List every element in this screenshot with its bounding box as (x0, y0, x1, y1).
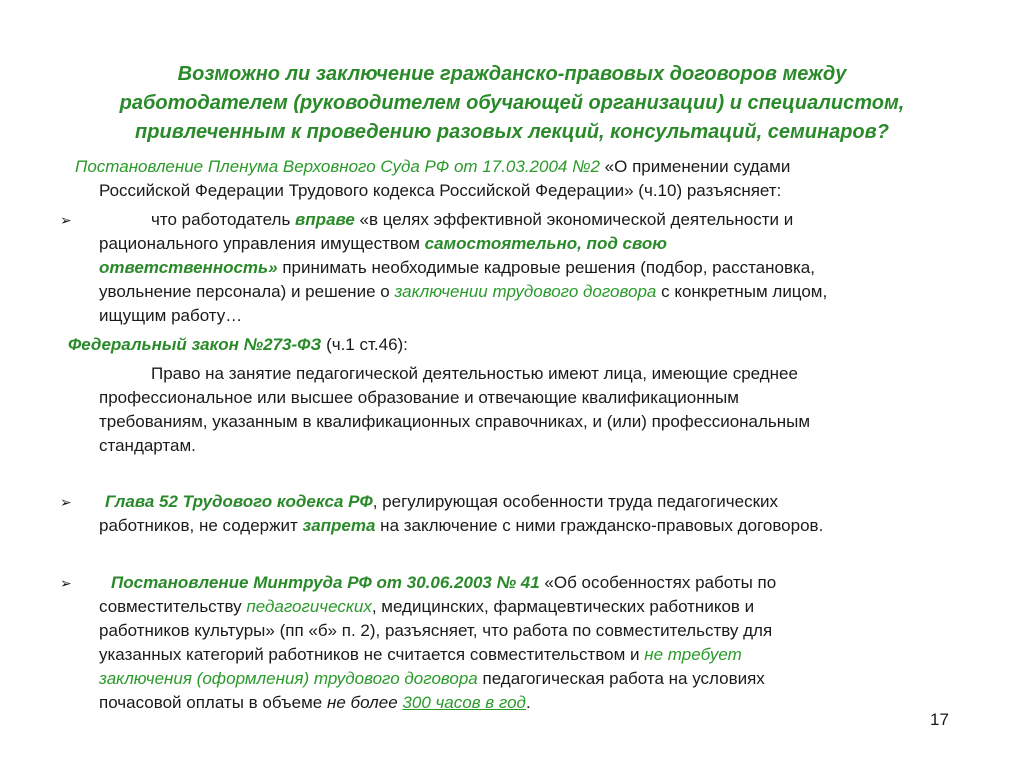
b2-ban: запрета (302, 516, 376, 535)
b1-self-b: ответственность» (99, 258, 278, 277)
b2-t1: , регулирующая особенности труда педагогических (372, 492, 779, 511)
b1-t5: увольнение персонала) и решение о (99, 282, 395, 301)
b3-300-hours: 300 часов в год (402, 693, 526, 712)
b3-t3: , медицинских, фармацевтических работников и (371, 597, 755, 616)
page-number: 17 (930, 710, 949, 729)
b3-pedagogical: педагогических (246, 597, 372, 616)
title-line-3: привлеченным к проведению разовых лекций, консультаций, семинаров? (135, 121, 889, 143)
b1-t4: принимать необходимые кадровые решения (подбор, расстановка, (277, 258, 815, 277)
b3-not-more: не более (326, 693, 398, 712)
b1-self-a: самостоятельно, под свою (424, 234, 667, 253)
b3-t9: . (525, 693, 531, 712)
resolution-name: Постановление Пленума Верховного Суда РФ от 17.03.2004 №2 (75, 157, 600, 176)
b3-t7: почасовой оплаты в объеме (99, 693, 327, 712)
slide-title (40, 60, 984, 147)
b3-t6: педагогическая работа на условиях (477, 669, 765, 688)
bullet-marker-1: ➢ (60, 212, 72, 228)
federal-law-line (68, 333, 968, 357)
b1-t7: ищущим работу… (99, 306, 243, 325)
b2-t2: работников, не содержит (99, 516, 303, 535)
resolution-text-2: Российской Федерации Трудового кодекса Российской Федерации» (ч.10) разъясняет: (99, 181, 782, 200)
federal-law-ref: (ч.1 ст.46): (321, 335, 408, 354)
federal-law-name: Федеральный закон №273-ФЗ (68, 335, 322, 354)
title-line-1: Возможно ли заключение гражданско-правовых договоров между (177, 63, 847, 85)
resolution-paragraph (75, 155, 975, 203)
bullet-1 (99, 208, 979, 328)
b3-t1: «Об особенностях работы по (539, 573, 777, 592)
b1-t6: с конкретным лицом, (656, 282, 828, 301)
b1-t3: рационального управления имуществом (99, 234, 425, 253)
rtt-line-1: Право на занятие педагогической деятельностью имеют лица, имеющие среднее (151, 364, 798, 383)
rtt-line-3: требованиям, указанным в квалификационных справочниках, и (или) профессиональным (99, 412, 811, 431)
bullet-2 (99, 490, 979, 538)
b1-t1: что работодатель (151, 210, 296, 229)
b3-not-require: не требует (644, 645, 742, 664)
b3-t5: указанных категорий работников не считается совместительством и (99, 645, 645, 664)
rtt-line-2: профессиональное или высшее образование и отвечающие квалификационным (99, 388, 739, 407)
b3-resolution: Постановление Минтруда РФ от 30.06.2003 № 41 (111, 573, 540, 592)
b1-t2: «в целях эффективной экономической деятельности и (354, 210, 794, 229)
b3-conclusion: заключения (оформления) трудового договора (99, 669, 478, 688)
b1-vprave: вправе (295, 210, 355, 229)
b2-chapter: Глава 52 Трудового кодекса РФ (105, 492, 373, 511)
bullet-3 (99, 571, 979, 715)
bullet-marker-3: ➢ (60, 575, 72, 591)
b3-t4: работников культуры» (пп «б» п. 2), разъясняет, что работа по совместительству для (99, 621, 773, 640)
b3-t2: совместительству (99, 597, 247, 616)
b1-contract: заключении трудового договора (394, 282, 657, 301)
b2-t3: на заключение с ними гражданско-правовых договоров. (375, 516, 824, 535)
resolution-text-1: «О применении судами (599, 157, 791, 176)
title-line-2: работодателем (руководителем обучающей организации) и специалистом, (119, 92, 905, 114)
bullet-marker-2: ➢ (60, 494, 72, 510)
rtt-line-4: стандартам. (99, 436, 196, 455)
right-to-teach-paragraph (99, 362, 979, 458)
